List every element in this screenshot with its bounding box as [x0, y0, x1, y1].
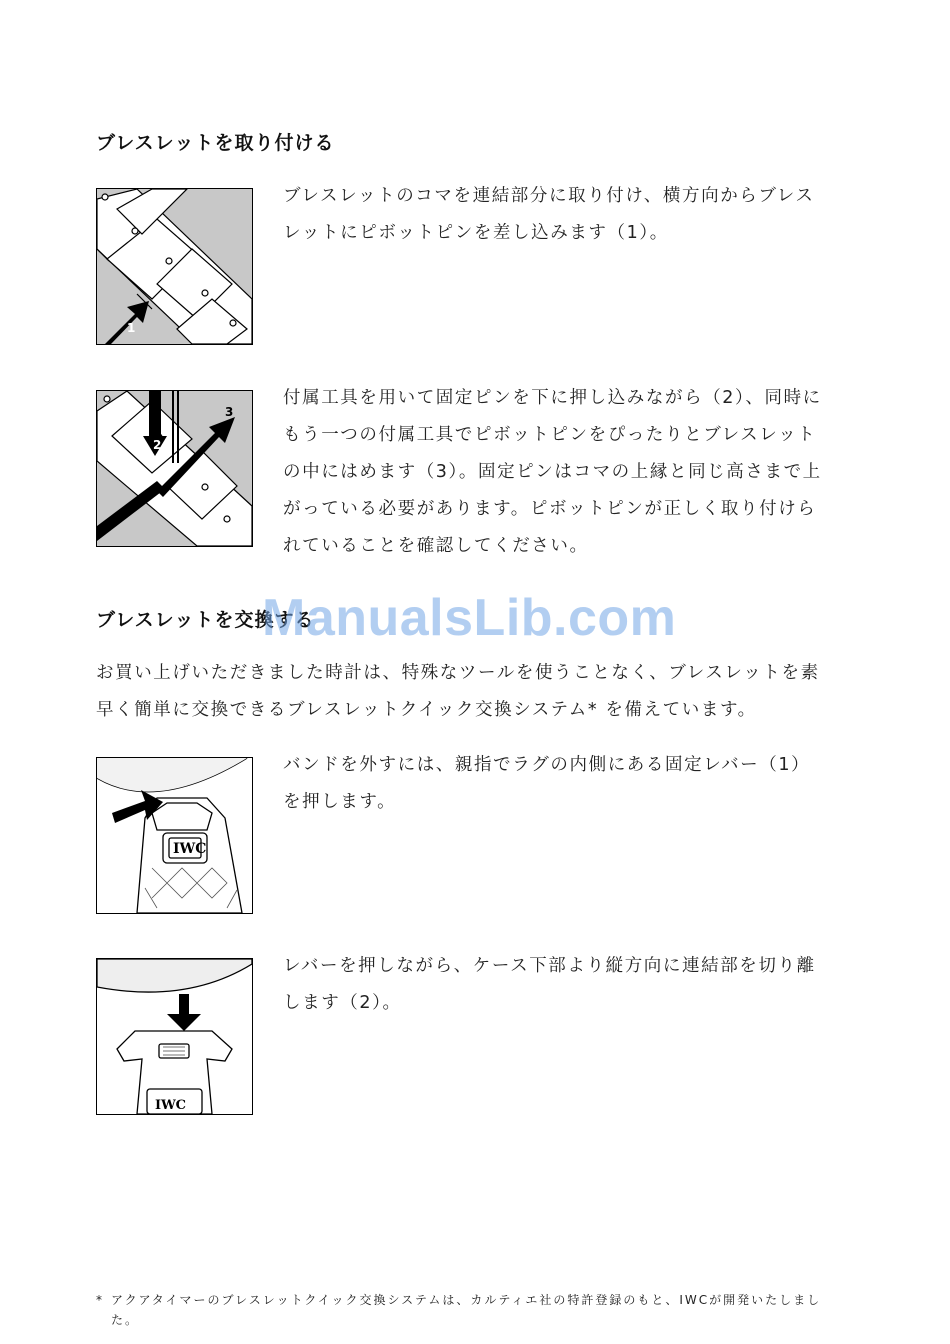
step-detach-text: レバーを押しながら、ケース下部より縦方向に連結部を切り離します（2）。	[283, 956, 816, 1013]
footnote-mark: *	[96, 1293, 104, 1307]
iwc-logo-text: IWC	[173, 841, 207, 857]
section-title-attach: ブレスレットを取り付ける	[96, 132, 335, 154]
step-press-lever-text: バンドを外すには、親指でラグの内側にある固定レバー（1）を押します。	[283, 755, 811, 812]
manualslib-watermark: ManualsLib.com	[262, 589, 677, 647]
fig1-label: 1	[127, 321, 136, 335]
exchange-intro-text: お買い上げいただきました時計は、特殊なツールを使うことなく、ブレスレットを素早く簡単に交換できるブレスレットクイック交換システム* を備えています。	[96, 663, 820, 720]
svg-text:IWC: IWC	[155, 1098, 187, 1113]
figure-press-fixing-pin	[96, 390, 253, 547]
figure-insert-pivot-pin	[96, 188, 253, 345]
section-title-exchange: ブレスレットを交換する	[96, 609, 315, 631]
footnote-text: アクアタイマーのブレスレットクイック交換システムは、カルティエ社の特許登録のもと、IWCが開発いたしました。	[111, 1293, 822, 1327]
figure-press-lever	[96, 757, 253, 914]
footnote	[96, 1290, 824, 1330]
fig2-label-3: 3	[225, 405, 234, 419]
step-press-pin-text: 付属工具を用いて固定ピンを下に押し込みながら（2）、同時にもう一つの付属工具でピボットピンをぴったりとブレスレットの中にはめます（3）。固定ピンはコマの上縁と同じ高さまで上がっている必要があります。ピボットピンが正しく取り付けられていることを確認してください。	[283, 388, 822, 556]
fig2-label-2: 2	[153, 438, 162, 452]
step-insert-pin-text: ブレスレットのコマを連結部分に取り付け、横方向からブレスレットにピボットピンを差し込みます（1）。	[283, 186, 815, 243]
figure-detach-band	[96, 958, 253, 1115]
